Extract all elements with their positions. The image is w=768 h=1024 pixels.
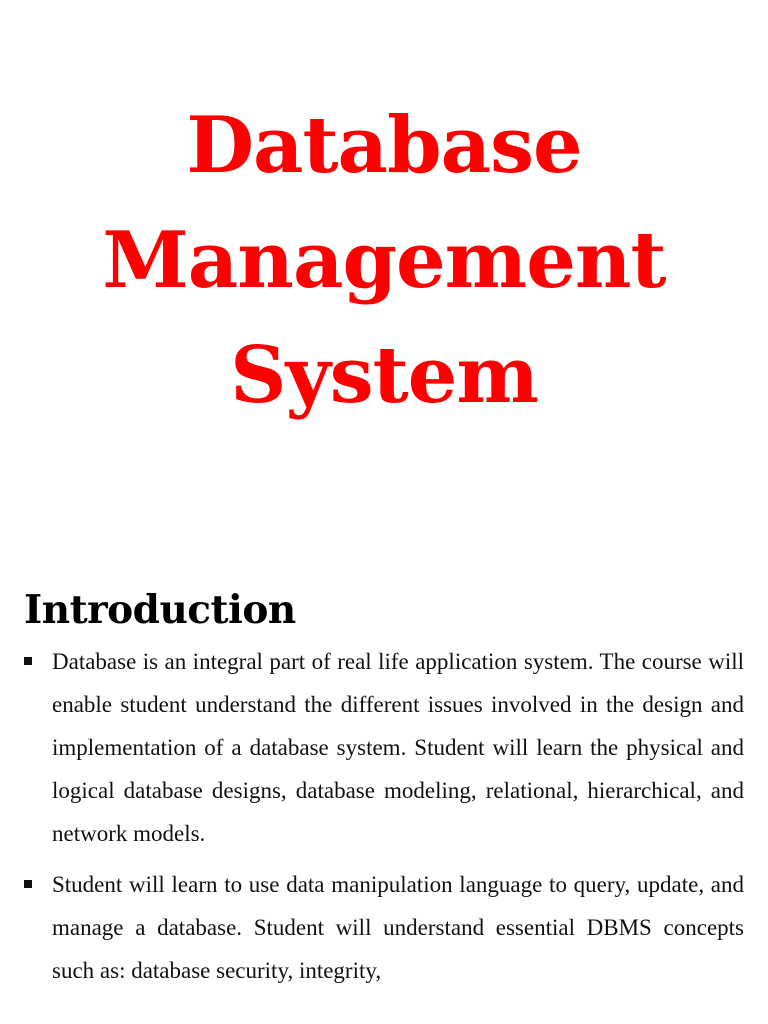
bullet-list <box>24 640 744 1000</box>
title-line-1: Database <box>186 100 582 191</box>
list-item <box>24 640 744 855</box>
list-item <box>24 863 744 992</box>
section-heading: Introduction <box>24 587 296 633</box>
title-line-2: Management <box>102 215 666 306</box>
title-line-3: System <box>230 330 538 421</box>
square-bullet-icon <box>24 657 32 665</box>
square-bullet-icon <box>24 880 32 888</box>
page-title <box>0 88 768 433</box>
bullet-text: Database is an integral part of real life application system. The course will enable student understand the different issues involved in the design and implementation of a database system. Student will learn the physical and logical database designs, database modeling, relational, hierarchical, and network models. <box>52 649 744 846</box>
bullet-text: Student will learn to use data manipulation language to query, update, and manage a database. Student will understand essential DBMS concepts such as: database security, integrity, <box>52 872 744 983</box>
